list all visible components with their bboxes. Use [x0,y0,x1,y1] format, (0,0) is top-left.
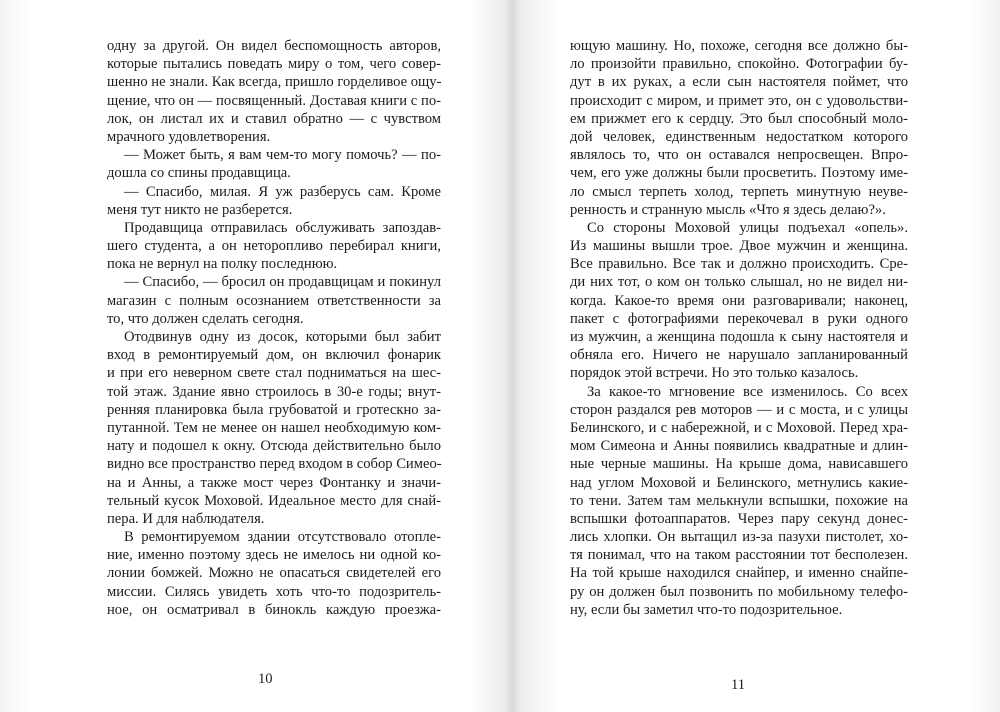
text-line: ренняя планировка была грубоватой и гротескно за- [107,401,441,418]
text-line: одну за другой. Он видел беспомощность авторов, [107,38,441,54]
text-line: ющую машину. Но, похоже, сегодня все должно бы- [570,38,908,54]
text-line: ренность и странную мысль «Что я здесь делаю?». [570,201,886,218]
text-line: ру он должен был позвонить по мобильному телефо- [570,583,908,600]
text-line: тя понимал, что на таком расстоянии тот бесполезен. [570,547,908,564]
paragraph [107,183,441,219]
text-line: той этаж. Здание явно строилось в 30-е годы; внут- [107,383,441,400]
text-line: пока не вернул на полку последнюю. [107,256,338,273]
text-line: Все правильно. Все так и должно происходить. Сре- [570,256,908,273]
text-line: то тени. Затем там мелькнули вспышки, похожие на [570,492,908,509]
paragraph [107,328,441,528]
paragraph [570,37,908,219]
text-line: пера. И для наблюдателя. [107,510,265,527]
text-line: из мужчин, а женщина подошла к сыну настоятеля и [570,329,908,345]
text-line: ло смысл терпеть холод, терпеть минутную неуве- [570,183,908,200]
text-line: лок, он листал их и ставил обратно — с чувством [107,110,441,127]
text-line: ем прижмет его к сердцу. Это был способный моло- [570,110,908,127]
text-line: обняла его. Ничего не нарушало запланированный [570,347,908,364]
paragraph [107,219,441,274]
paragraph [570,383,908,619]
text-line: и при его неверном свете стал подниматься на шес- [107,365,441,382]
text-line: Отодвинув одну из досок, которыми был забит [124,329,441,345]
text-line: ние, именно поэтому здесь не имелось ни одной ко- [107,547,441,564]
text-line: шенно не знали. Как всегда, пришло горделивое ощу- [107,74,442,91]
text-line: пакет с фотографиями перекочевал в руки одного [570,310,908,327]
text-line: вспышки фотоаппаратов. Через пару секунд донес- [570,510,908,527]
text-line: меня тут никто не разберется. [107,201,293,218]
text-line: путанной. Тем не менее он нашел необходимую ком- [107,419,441,436]
text-line: являлось то, что он оставался непросвещен. Впро- [570,147,908,164]
paragraph [107,146,441,182]
text-line: В ремонтируемом здании отсутствовало отопле- [124,529,441,546]
paragraph [107,528,441,619]
text-line: магазин с полным осознанием ответственности за [107,292,441,309]
text-line: За какое-то мгновение все изменилось. Со всех [587,383,908,400]
text-line: лонии бомжей. Можно не опасаться свидетелей его [107,565,441,582]
text-line: которые пытались поведать миру о том, чего совер- [107,56,441,73]
page-number-right: 11 [731,677,746,693]
text-line: ное, он осматривал в бинокль каждую проезжа- [107,601,441,618]
text-line: на и Анны, а также мост через Фонтанку и значи- [107,474,441,491]
text-line: лись хлопки. Он вытащил из-за пазухи пистолет, хо- [570,529,908,546]
text-line: тельный кусок Моховой. Идеальное место для снай- [107,492,441,509]
text-line: над углом Моховой и Белинского, метнулись какие- [570,474,908,491]
text-line: миссии. Силясь увидеть хоть что-то подозритель- [107,583,441,600]
text-line: дошла со спины продавщица. [107,165,291,182]
text-line: происходит с миром, и примет это, он с удовольстви- [570,92,908,109]
text-line: Со стороны Моховой улицы подъехал «опель». [587,219,908,236]
text-line: дой человек, единственным недостатком которого [570,128,908,145]
text-line: дут в их руках, а если сын настоятеля поймет, что [570,74,908,91]
text-line: На той крыше находился снайпер, и именно снайпе- [570,565,908,582]
text-line: ну, если бы заметил что-то подозрительное. [570,601,843,618]
right-page-text [570,37,908,619]
text-line: Из машины вышли трое. Двое мужчин и женщина. [570,238,908,255]
text-line: Белинского, и с набережной, и с Моховой. Перед хра- [570,419,908,436]
text-line: мом Симеона и Анны появились квадратные и длин- [570,438,908,455]
text-line: — Спасибо, — бросил он продавщицам и покинул [124,274,441,291]
text-line: нату и подошел к окну. Отсюда действительно было [107,438,441,455]
page-number-left: 10 [258,671,273,687]
text-line: сторон раздался рев моторов — и с моста, и с улицы [570,401,908,418]
paragraph [107,37,441,146]
paragraph [570,219,908,383]
text-line: ло произойти правильно, спокойно. Фотографии бу- [570,56,908,73]
text-line: мрачного удовлетворения. [107,128,271,145]
text-line: порядок этой встречи. Но это только казалось. [570,365,859,382]
text-line: вход в ремонтируемый дом, он включил фонарик [107,347,441,364]
text-line: чем, его уже должны были просветить. Поэтому име- [570,165,908,182]
text-line: шего студента, а он неторопливо перебирал книги, [107,238,441,255]
text-line: то, что должен сделать сегодня. [107,310,304,327]
text-line: ди них тот, о ком он только слышал, но не видел ни- [570,274,908,291]
text-line: — Может быть, я вам чем-то могу помочь? — по- [124,147,441,164]
text-line: — Спасибо, милая. Я уж разберусь сам. Кроме [124,183,441,200]
text-line: щение, что он — посвященный. Доставая книги с по- [107,92,441,109]
text-line: ные черные машины. На крыше дома, нависавшего [570,456,908,473]
text-line: видно все пространство перед входом в собор Симео- [107,456,442,473]
text-line: когда. Какое-то время они разговаривали; наконец, [570,292,908,309]
text-line: Продавщица отправилась обслуживать запоздав- [124,219,441,236]
paragraph [107,273,441,328]
left-page-text [107,37,441,619]
